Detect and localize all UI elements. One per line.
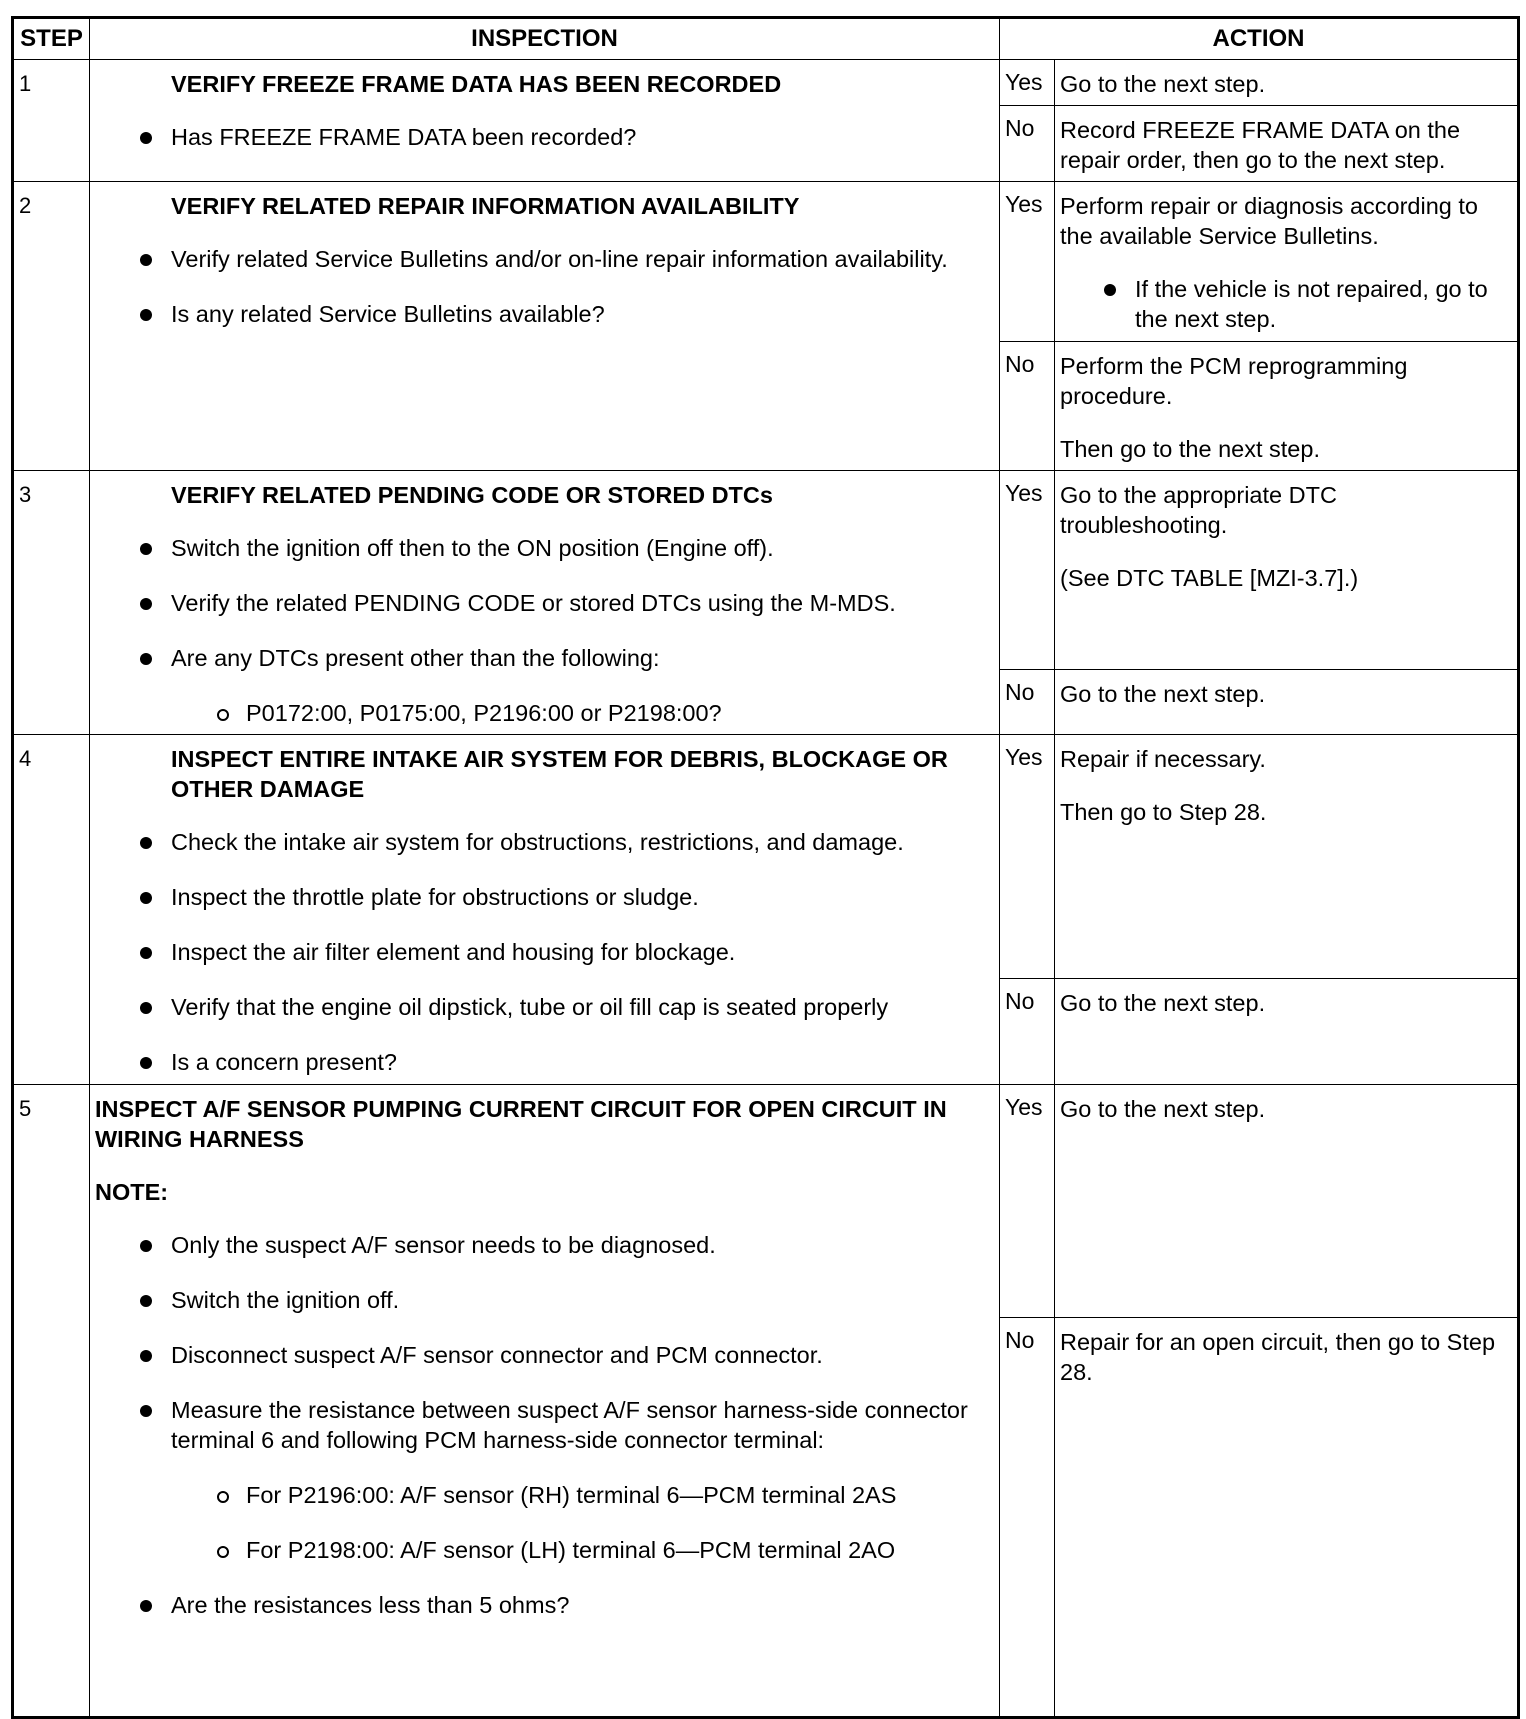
no-action <box>1055 669 1519 734</box>
action-text: Then go to the next step. <box>1060 436 1320 462</box>
header-row <box>13 18 1519 60</box>
action-text: (See DTC TABLE [MZI-3.7].) <box>1060 565 1359 591</box>
diagnostic-table <box>11 16 1520 1719</box>
step-title: INSPECT A/F SENSOR PUMPING CURRENT CIRCUIT FOR OPEN CIRCUIT IN WIRING HARNESS <box>95 1096 947 1152</box>
bullet-item: Measure the resistance between suspect A/F sensor harness-side connector terminal 6 and following PCM harness-side connector terminal: <box>90 1395 981 1455</box>
action-text: Perform the PCM reprogramming procedure. <box>1060 353 1408 409</box>
no-action <box>1055 106 1519 182</box>
step-number: 2 <box>13 182 90 471</box>
step-1-row <box>13 60 1519 106</box>
no-label: No <box>1000 1318 1055 1718</box>
sub-bullet-item: P0172:00, P0175:00, P2196:00 or P2198:00? <box>90 698 981 728</box>
bullet-item: Switch the ignition off then to the ON position (Engine off). <box>90 533 981 563</box>
step-header: STEP <box>13 18 90 60</box>
step-1-inspection <box>90 60 1000 182</box>
yes-action <box>1055 1085 1519 1318</box>
bullet-item: Verify the related PENDING CODE or stored DTCs using the M-MDS. <box>90 588 981 618</box>
action-text: Go to the appropriate DTC troubleshooting. <box>1060 482 1337 538</box>
bullet-item: Has FREEZE FRAME DATA been recorded? <box>90 122 981 152</box>
step-number: 5 <box>13 1085 90 1718</box>
yes-label: Yes <box>1000 60 1055 106</box>
step-title: INSPECT ENTIRE INTAKE AIR SYSTEM FOR DEBRIS, BLOCKAGE OR OTHER DAMAGE <box>171 746 948 802</box>
note-label: NOTE: <box>95 1179 169 1205</box>
sub-bullet-item: For P2198:00: A/F sensor (LH) terminal 6—PCM terminal 2AO <box>90 1535 981 1565</box>
step-5-inspection <box>90 1085 1000 1718</box>
yes-label: Yes <box>1000 735 1055 979</box>
bullet-item: Is any related Service Bulletins available? <box>90 299 981 329</box>
step-2-row <box>13 182 1519 342</box>
step-3-inspection <box>90 471 1000 735</box>
bullet-item: Are any DTCs present other than the following: <box>90 643 981 673</box>
action-text: Perform repair or diagnosis according to the available Service Bulletins. <box>1060 193 1478 249</box>
action-text: Repair if necessary. <box>1060 746 1266 772</box>
yes-action <box>1055 60 1519 106</box>
yes-label: Yes <box>1000 1085 1055 1318</box>
action-bullet: If the vehicle is not repaired, go to the next step. <box>1060 274 1505 334</box>
yes-action <box>1055 471 1519 670</box>
action-text: Record FREEZE FRAME DATA on the repair order, then go to the next step. <box>1060 117 1461 173</box>
bullet-item: Inspect the air filter element and housing for blockage. <box>90 937 981 967</box>
action-header: ACTION <box>1000 18 1519 60</box>
yes-label: Yes <box>1000 182 1055 342</box>
step-number: 4 <box>13 735 90 1085</box>
step-title: VERIFY RELATED PENDING CODE OR STORED DTCs <box>171 482 773 508</box>
step-number: 3 <box>13 471 90 735</box>
action-text: Go to the next step. <box>1060 71 1266 97</box>
bullet-item: Inspect the throttle plate for obstructions or sludge. <box>90 882 981 912</box>
step-5-row <box>13 1085 1519 1318</box>
bullet-item: Verify related Service Bulletins and/or on-line repair information availability. <box>90 244 981 274</box>
bullet-item: Are the resistances less than 5 ohms? <box>90 1590 981 1620</box>
step-2-inspection <box>90 182 1000 471</box>
bullet-item: Check the intake air system for obstructions, restrictions, and damage. <box>90 827 981 857</box>
sub-bullet-item: For P2196:00: A/F sensor (RH) terminal 6—PCM terminal 2AS <box>90 1480 981 1510</box>
no-label: No <box>1000 106 1055 182</box>
step-4-inspection <box>90 735 1000 1085</box>
yes-action <box>1055 182 1519 342</box>
no-label: No <box>1000 979 1055 1085</box>
step-title: VERIFY RELATED REPAIR INFORMATION AVAILABILITY <box>171 193 800 219</box>
action-text: Repair for an open circuit, then go to Step 28. <box>1060 1329 1496 1385</box>
bullet-item: Is a concern present? <box>90 1047 981 1077</box>
no-action <box>1055 342 1519 471</box>
no-label: No <box>1000 669 1055 734</box>
action-text: Go to the next step. <box>1060 1096 1266 1122</box>
action-text: Then go to Step 28. <box>1060 799 1267 825</box>
no-action <box>1055 1318 1519 1718</box>
step-number: 1 <box>13 60 90 182</box>
bullet-item: Verify that the engine oil dipstick, tube or oil fill cap is seated properly <box>90 992 981 1022</box>
step-title: VERIFY FREEZE FRAME DATA HAS BEEN RECORDED <box>171 71 782 97</box>
yes-label: Yes <box>1000 471 1055 670</box>
action-text: Go to the next step. <box>1060 680 1266 707</box>
bullet-item: Switch the ignition off. <box>90 1285 981 1315</box>
bullet-item: Disconnect suspect A/F sensor connector and PCM connector. <box>90 1340 981 1370</box>
yes-action <box>1055 735 1519 979</box>
step-4-row <box>13 735 1519 979</box>
bullet-item: Only the suspect A/F sensor needs to be diagnosed. <box>90 1230 981 1260</box>
no-label: No <box>1000 342 1055 471</box>
inspection-header: INSPECTION <box>90 18 1000 60</box>
step-3-row <box>13 471 1519 670</box>
no-action <box>1055 979 1519 1085</box>
action-text: Go to the next step. <box>1060 990 1266 1016</box>
